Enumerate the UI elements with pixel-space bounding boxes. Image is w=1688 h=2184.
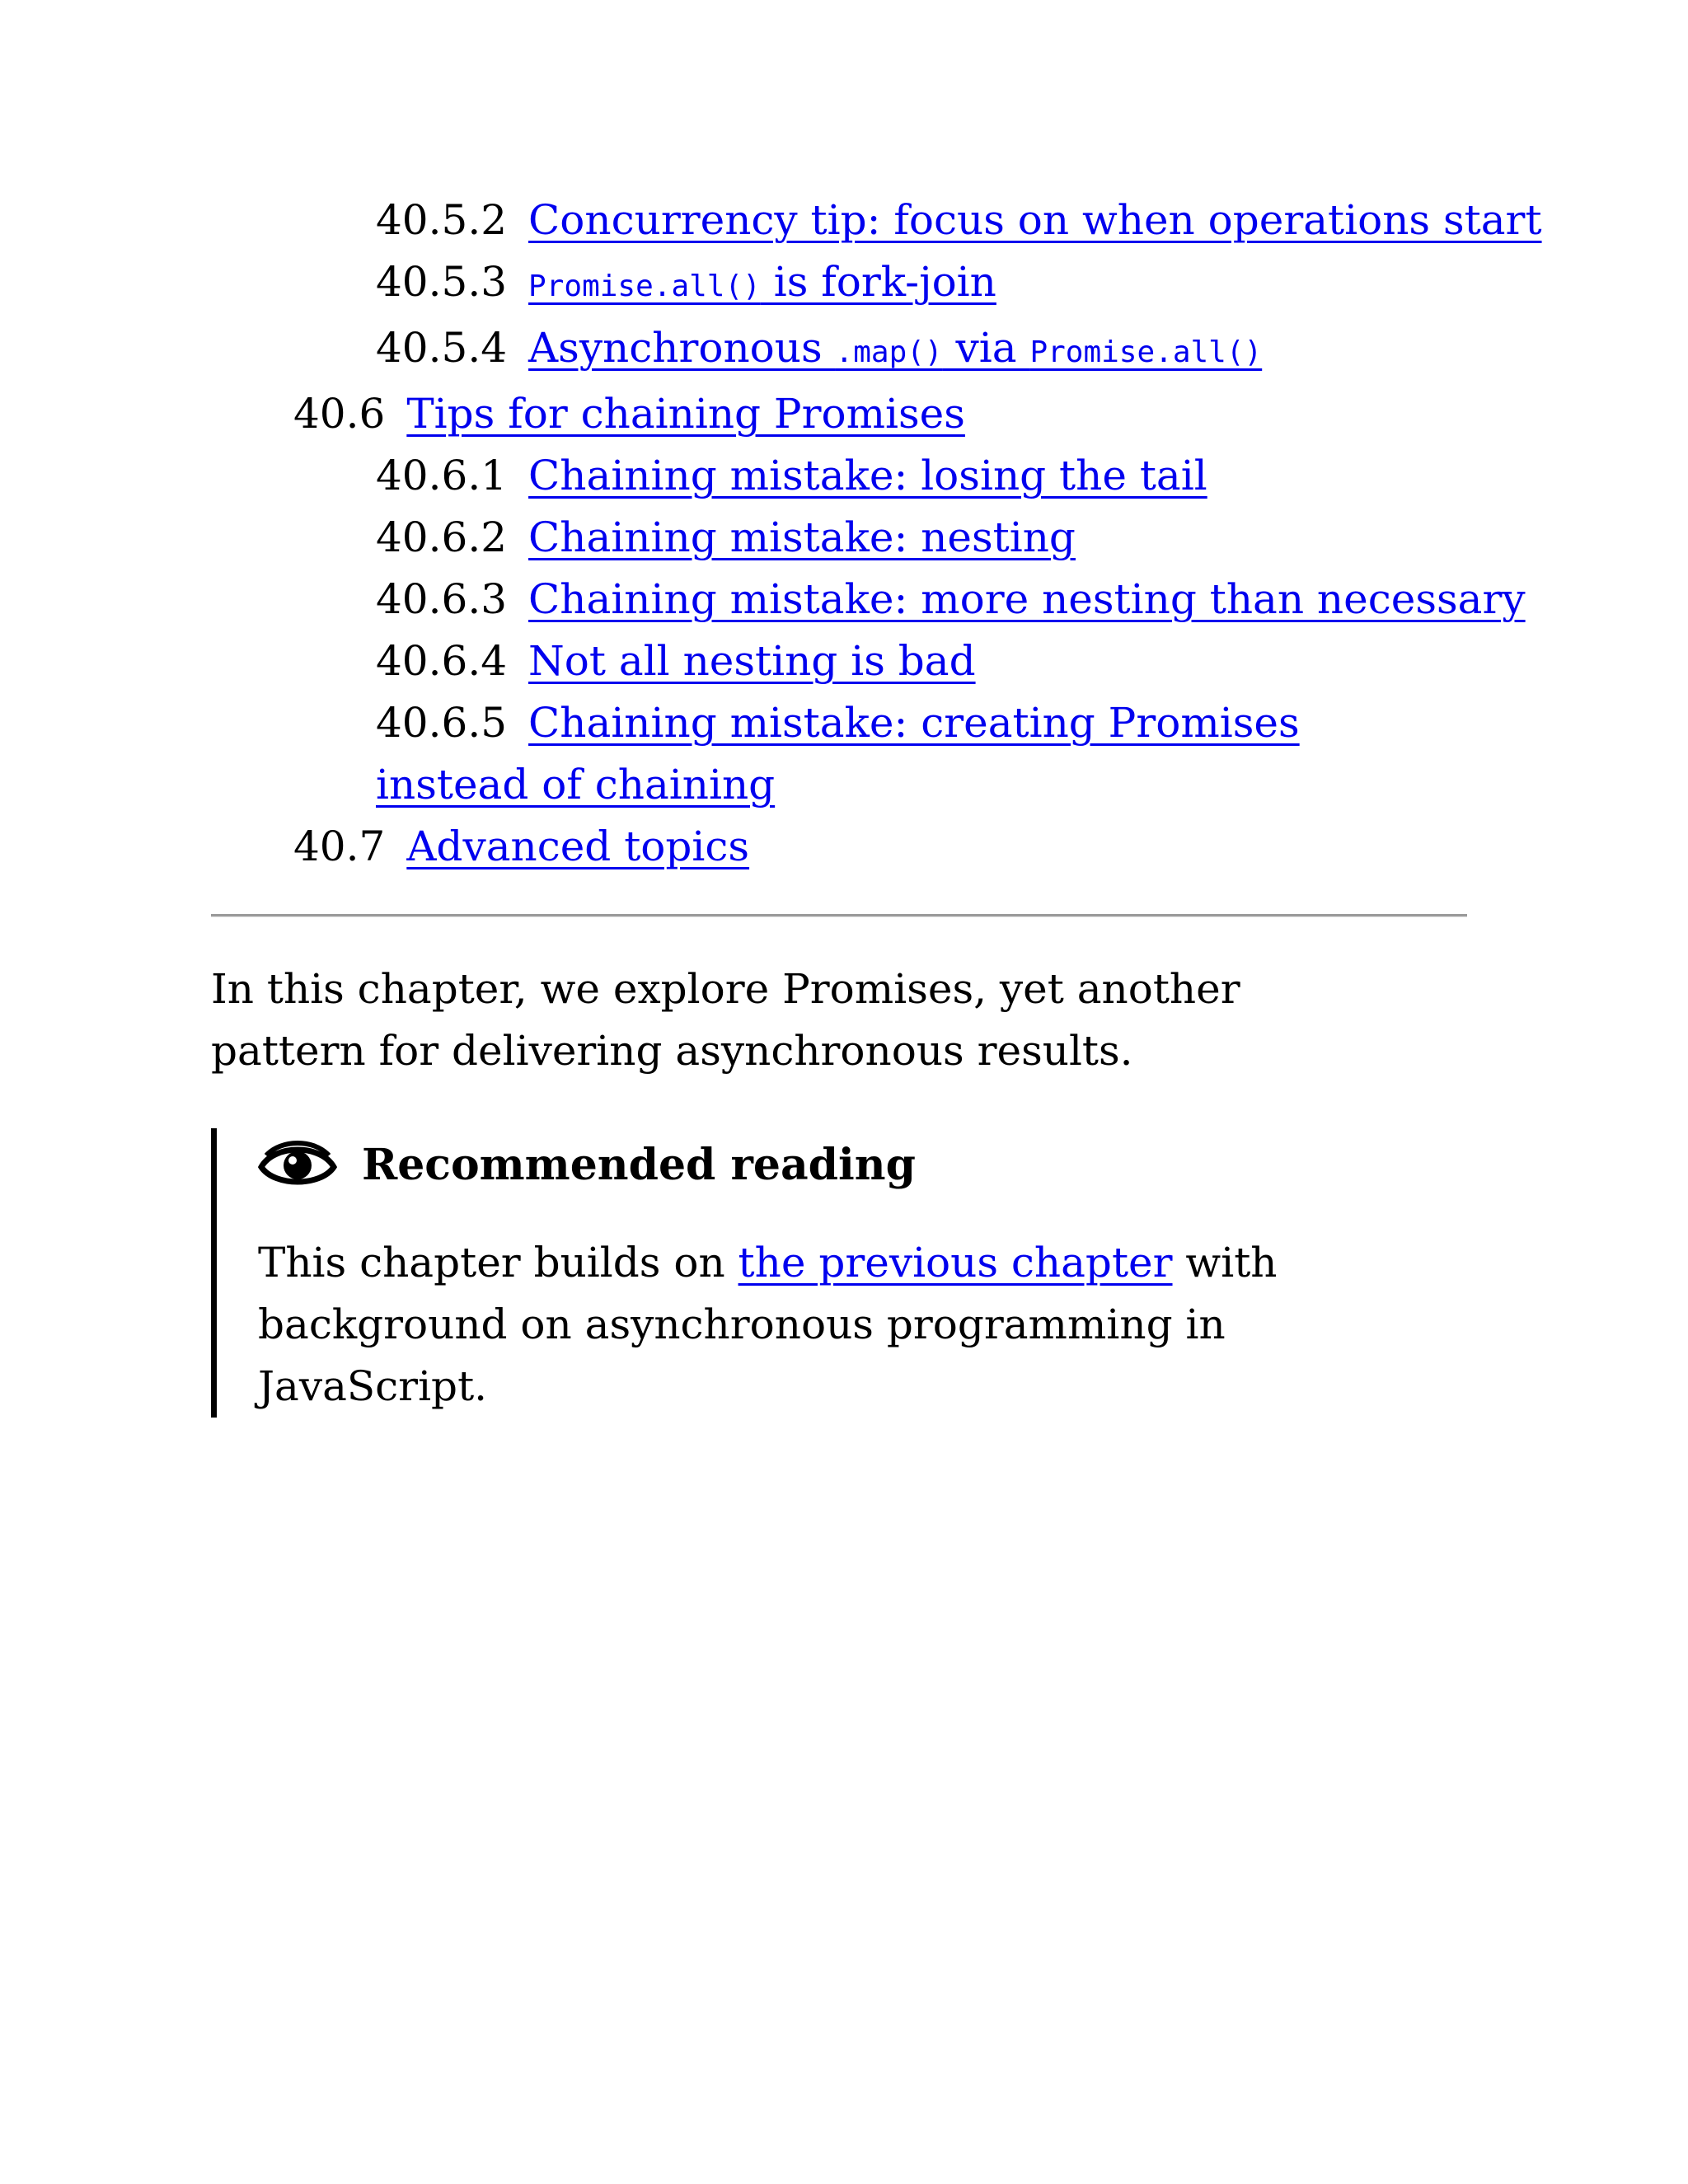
- toc-number: 40.6: [293, 390, 386, 438]
- callout-header: [258, 1128, 1467, 1202]
- toc-link-advanced-topics[interactable]: Advanced topics: [406, 823, 750, 870]
- toc-link-async-map[interactable]: Asynchronous .map() via Promise.all(): [528, 324, 1263, 372]
- toc-link-not-all-nesting-bad[interactable]: Not all nesting is bad: [528, 637, 976, 685]
- toc-number: 40.6.3: [376, 575, 508, 623]
- toc-entry-40-5-4: [211, 317, 1467, 383]
- callout-title: Recommended reading: [362, 1140, 916, 1190]
- toc-number: 40.6.5: [376, 699, 508, 747]
- toc-link-more-nesting[interactable]: Chaining mistake: more nesting than necessary: [528, 575, 1526, 623]
- toc-entry-40-6-2: [211, 507, 1467, 569]
- horizontal-rule: [211, 914, 1467, 917]
- code-promise-all: Promise.all(): [528, 269, 761, 303]
- toc-number: 40.6.2: [376, 513, 508, 561]
- toc-entry-40-6-1: [211, 445, 1467, 507]
- table-of-contents: [211, 190, 1542, 878]
- toc-number: 40.6.4: [376, 637, 508, 685]
- toc-link-tips-chaining[interactable]: Tips for chaining Promises: [406, 390, 965, 438]
- toc-number: 40.5.4: [376, 324, 508, 372]
- previous-chapter-link[interactable]: the previous chapter: [738, 1239, 1173, 1286]
- toc-entry-40-6-4: [211, 630, 1467, 692]
- code-promise-all: Promise.all(): [1029, 335, 1263, 369]
- toc-number: 40.5.2: [376, 196, 508, 244]
- toc-link-promise-all-fork-join[interactable]: Promise.all() is fork-join: [528, 258, 996, 306]
- toc-link-losing-tail[interactable]: Chaining mistake: losing the tail: [528, 452, 1207, 499]
- toc-number: 40.5.3: [376, 258, 508, 306]
- toc-entry-40-5-3: [211, 251, 1467, 317]
- callout-body: This chapter builds on the previous chapter with background on asynchronous programming in JavaScript.: [258, 1239, 1278, 1410]
- eye-icon: [258, 1139, 337, 1192]
- toc-entry-40-6: [211, 383, 1467, 445]
- toc-number: 40.6.1: [376, 452, 508, 499]
- page: [211, 190, 1542, 1418]
- intro-paragraph: In this chapter, we explore Promises, yet another pattern for delivering asynchronous results.: [211, 965, 1240, 1075]
- recommended-reading-callout: [211, 1128, 1467, 1418]
- toc-link-concurrency-tip[interactable]: Concurrency tip: focus on when operations start: [528, 196, 1542, 244]
- toc-entry-40-6-5: [211, 692, 1406, 816]
- toc-link-nesting[interactable]: Chaining mistake: nesting: [528, 513, 1076, 561]
- toc-number: 40.7: [293, 823, 386, 870]
- toc-entry-40-5-2: [211, 190, 1542, 251]
- toc-entry-40-6-3: [211, 569, 1526, 630]
- toc-entry-40-7: [211, 816, 1467, 878]
- toc-link-creating-promises[interactable]: Chaining mistake: creating Promises instead of chaining: [376, 699, 1300, 808]
- code-map: .map(): [835, 335, 943, 369]
